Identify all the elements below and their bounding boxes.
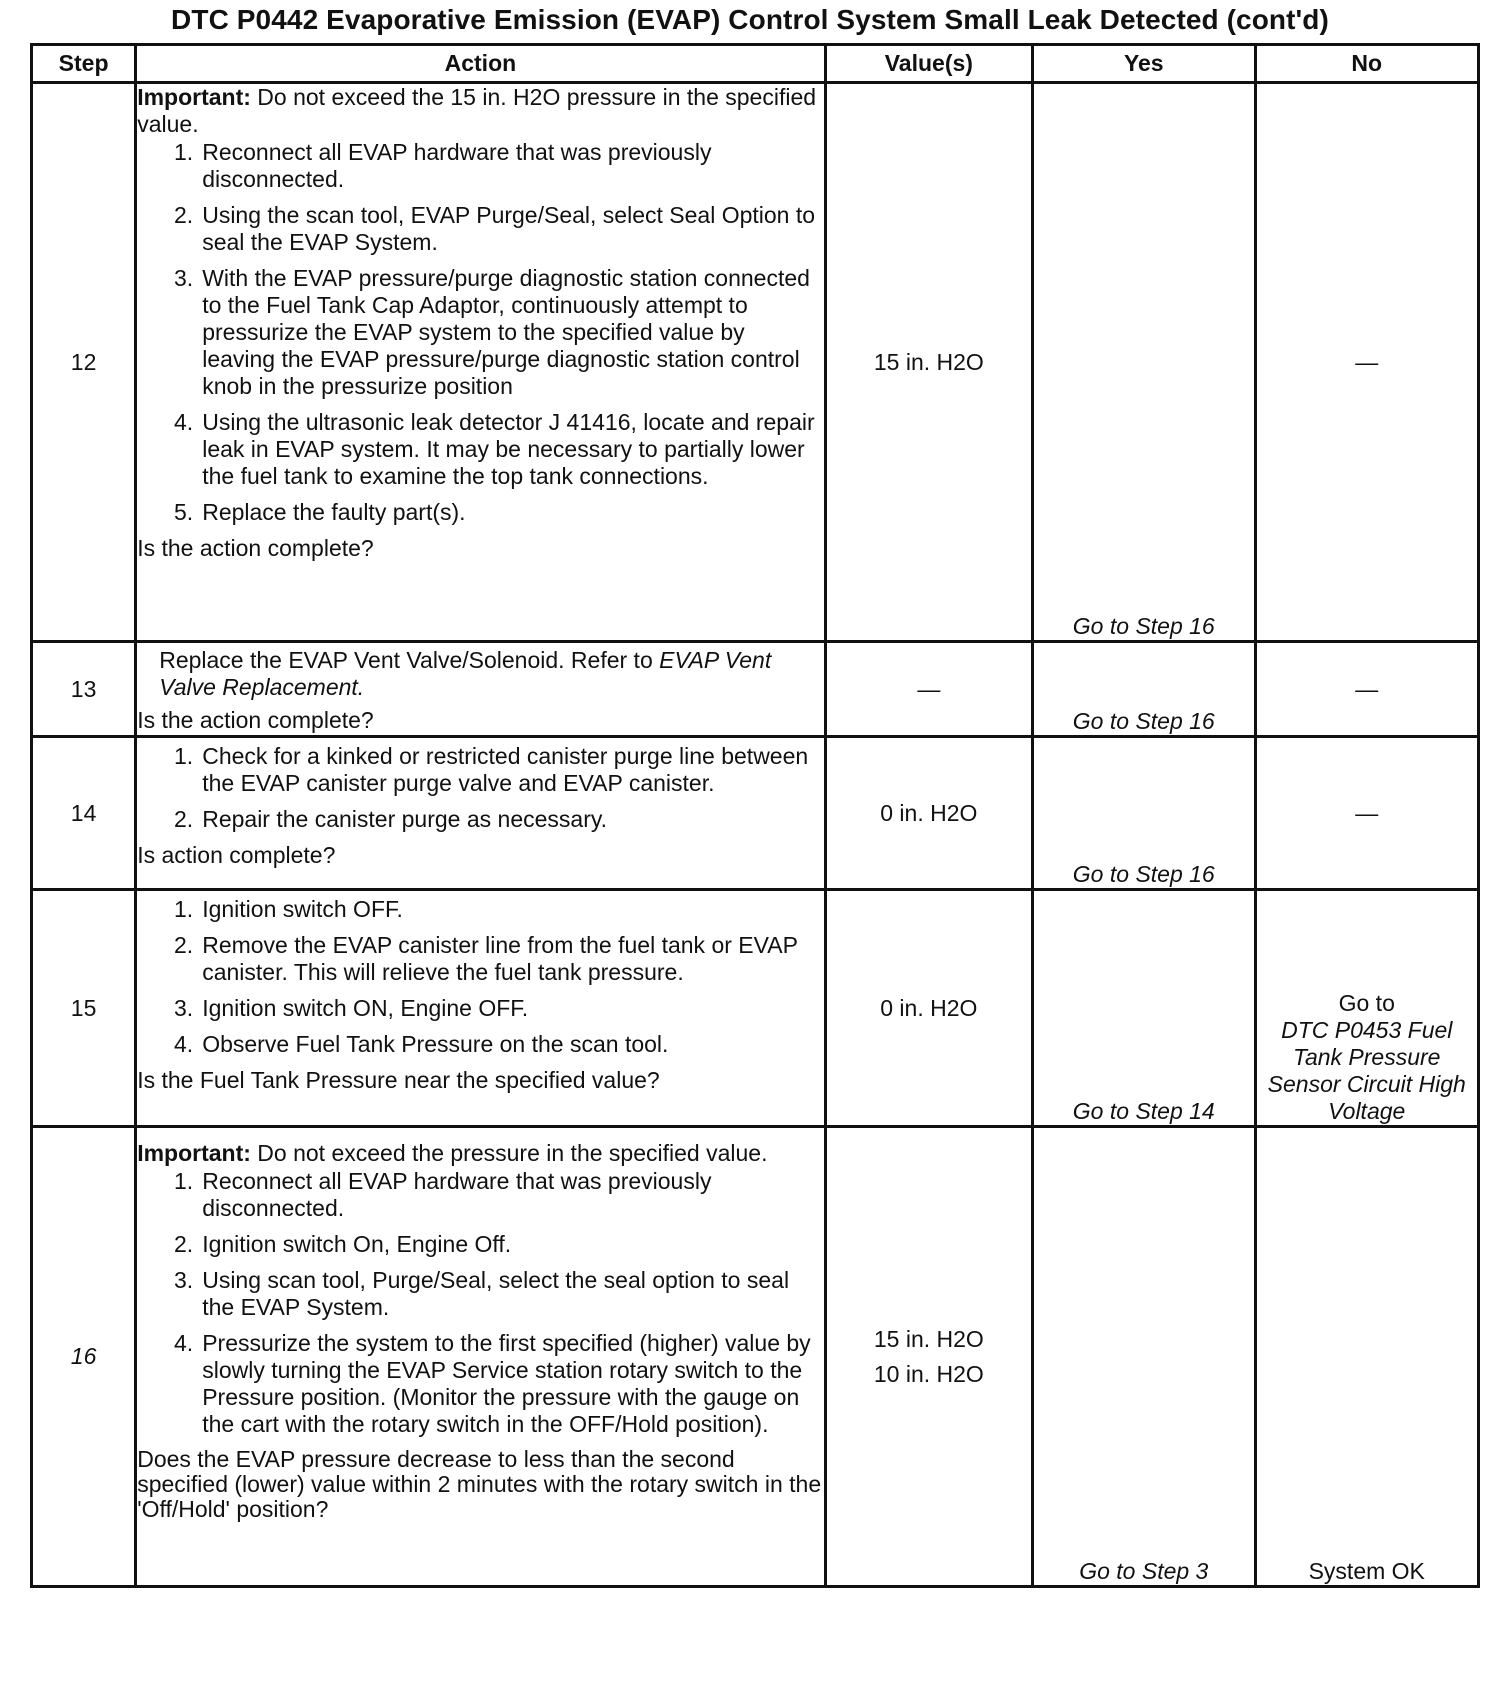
no-goto-reference: DTC P0453 Fuel Tank Pressure Sensor Circuit High Voltage xyxy=(1267,1017,1466,1124)
item-text: Check for a kinked or restricted canister purge line between the EVAP canister purge valve and EVAP canister. xyxy=(202,743,809,796)
step-number: 14 xyxy=(32,737,136,890)
list-item xyxy=(137,1267,823,1321)
action-cell xyxy=(136,83,825,642)
no-cell: System OK xyxy=(1255,1127,1479,1587)
header-values: Value(s) xyxy=(825,45,1032,83)
item-text: Ignition switch On, Engine Off. xyxy=(202,1231,512,1257)
item-text: Observe Fuel Tank Pressure on the scan tool. xyxy=(202,1031,669,1057)
no-cell xyxy=(1255,890,1479,1127)
yes-cell: Go to Step 16 xyxy=(1033,737,1255,890)
item-number: 4. xyxy=(174,1330,194,1356)
list-item xyxy=(137,1031,823,1058)
item-text: Reconnect all EVAP hardware that was previously disconnected. xyxy=(202,1168,712,1221)
no-cell: — xyxy=(1255,83,1479,642)
no-cell: — xyxy=(1255,737,1479,890)
action-cell xyxy=(136,890,825,1127)
item-number: 1. xyxy=(174,896,194,922)
list-item xyxy=(137,265,823,400)
list-item xyxy=(137,499,823,526)
action-cell xyxy=(136,642,825,737)
list-item xyxy=(137,995,823,1022)
item-text: With the EVAP pressure/purge diagnostic station connected to the Fuel Tank Cap Adaptor, continuously attempt to pressurize the EVAP system to the specified value by leaving the EVAP pressure/purge diagnostic station control knob in the pressurize position xyxy=(202,265,810,399)
value-cell: 15 in. H2O xyxy=(825,83,1032,642)
action-question: Is the action complete? xyxy=(137,707,374,733)
yes-cell: Go to Step 14 xyxy=(1033,890,1255,1127)
value-first: 15 in. H2O xyxy=(873,1325,984,1352)
step-number: 13 xyxy=(32,642,136,737)
list-item xyxy=(137,743,823,797)
item-number: 2. xyxy=(174,932,194,958)
table-row xyxy=(32,1127,1479,1587)
header-no: No xyxy=(1255,45,1479,83)
important-note xyxy=(137,84,823,138)
yes-cell: Go to Step 16 xyxy=(1033,642,1255,737)
item-text: Ignition switch ON, Engine OFF. xyxy=(202,995,529,1021)
action-question: Is action complete? xyxy=(137,842,336,868)
no-cell: — xyxy=(1255,642,1479,737)
step-number: 16 xyxy=(32,1127,136,1587)
header-action: Action xyxy=(136,45,825,83)
important-label: Important: xyxy=(137,84,251,110)
action-text xyxy=(137,647,823,701)
action-cell xyxy=(136,1127,825,1587)
important-note xyxy=(137,1140,823,1167)
item-text: Repair the canister purge as necessary. xyxy=(202,806,608,832)
action-text-main: Replace the EVAP Vent Valve/Solenoid. Refer to xyxy=(159,647,660,673)
important-text: Do not exceed the 15 in. H2O pressure in the specified value. xyxy=(137,84,817,137)
header-yes: Yes xyxy=(1033,45,1255,83)
reference-link: EVAP Vent Valve Replacement. xyxy=(159,647,772,700)
table-row xyxy=(32,642,1479,737)
list-item xyxy=(137,202,823,256)
item-text: Pressurize the system to the first specified (higher) value by slowly turning the EVAP Service station rotary switch to the Pressure position. (Monitor the pressure with the gauge on the cart with the rotary switch in the OFF/Hold position). xyxy=(202,1330,811,1437)
item-number: 3. xyxy=(174,1267,194,1293)
value-second: 10 in. H2O xyxy=(873,1360,984,1387)
item-number: 2. xyxy=(174,202,194,228)
item-text: Remove the EVAP canister line from the fuel tank or EVAP canister. This will relieve the fuel tank pressure. xyxy=(202,932,798,985)
action-steps xyxy=(137,743,823,833)
item-number: 1. xyxy=(174,1168,194,1194)
diagnostic-table xyxy=(30,43,1480,1588)
action-steps xyxy=(137,896,823,1058)
item-number: 1. xyxy=(174,743,194,769)
item-number: 2. xyxy=(174,1231,194,1257)
table-row xyxy=(32,737,1479,890)
action-question: Is the Fuel Tank Pressure near the specified value? xyxy=(137,1067,660,1093)
item-text: Using the scan tool, EVAP Purge/Seal, select Seal Option to seal the EVAP System. xyxy=(202,202,816,255)
step-number: 12 xyxy=(32,83,136,642)
item-number: 4. xyxy=(174,409,194,435)
value-cell: 0 in. H2O xyxy=(825,890,1032,1127)
yes-cell: Go to Step 3 xyxy=(1033,1127,1255,1587)
item-number: 1. xyxy=(174,139,194,165)
item-text: Replace the faulty part(s). xyxy=(202,499,466,525)
yes-cell: Go to Step 16 xyxy=(1033,83,1255,642)
item-text: Using scan tool, Purge/Seal, select the seal option to seal the EVAP System. xyxy=(202,1267,790,1320)
action-steps xyxy=(137,139,823,526)
table-row xyxy=(32,890,1479,1127)
value-cell xyxy=(825,1127,1032,1587)
important-text: Do not exceed the pressure in the specified value. xyxy=(250,1140,768,1166)
header-row xyxy=(32,45,1479,83)
list-item xyxy=(137,896,823,923)
item-text: Using the ultrasonic leak detector J 41416, locate and repair leak in EVAP system. It may be necessary to partially lower the fuel tank to examine the top tank connections. xyxy=(202,409,815,489)
action-question: Is the action complete? xyxy=(137,535,374,561)
list-item xyxy=(137,409,823,490)
action-steps xyxy=(137,1168,823,1438)
item-number: 3. xyxy=(174,265,194,291)
important-label: Important: xyxy=(137,1140,251,1166)
item-number: 2. xyxy=(174,806,194,832)
header-step: Step xyxy=(32,45,136,83)
list-item xyxy=(137,139,823,193)
item-number: 5. xyxy=(174,499,194,525)
action-cell xyxy=(136,737,825,890)
step-number: 15 xyxy=(32,890,136,1127)
table-row xyxy=(32,83,1479,642)
list-item xyxy=(137,1168,823,1222)
page-title: DTC P0442 Evaporative Emission (EVAP) Control System Small Leak Detected (cont'd) xyxy=(171,4,1329,35)
list-item xyxy=(137,806,823,833)
item-number: 3. xyxy=(174,995,194,1021)
item-text: Reconnect all EVAP hardware that was previously disconnected. xyxy=(202,139,712,192)
item-text: Ignition switch OFF. xyxy=(202,896,403,922)
list-item xyxy=(137,1231,823,1258)
action-question: Does the EVAP pressure decrease to less than the second specified (lower) value within 2 minutes with the rotary switch in the 'Off/Hold' position? xyxy=(137,1446,822,1522)
value-cell: — xyxy=(825,642,1032,737)
item-number: 4. xyxy=(174,1031,194,1057)
value-cell: 0 in. H2O xyxy=(825,737,1032,890)
list-item xyxy=(137,932,823,986)
list-item xyxy=(137,1330,823,1438)
no-goto-label: Go to xyxy=(1338,990,1395,1016)
